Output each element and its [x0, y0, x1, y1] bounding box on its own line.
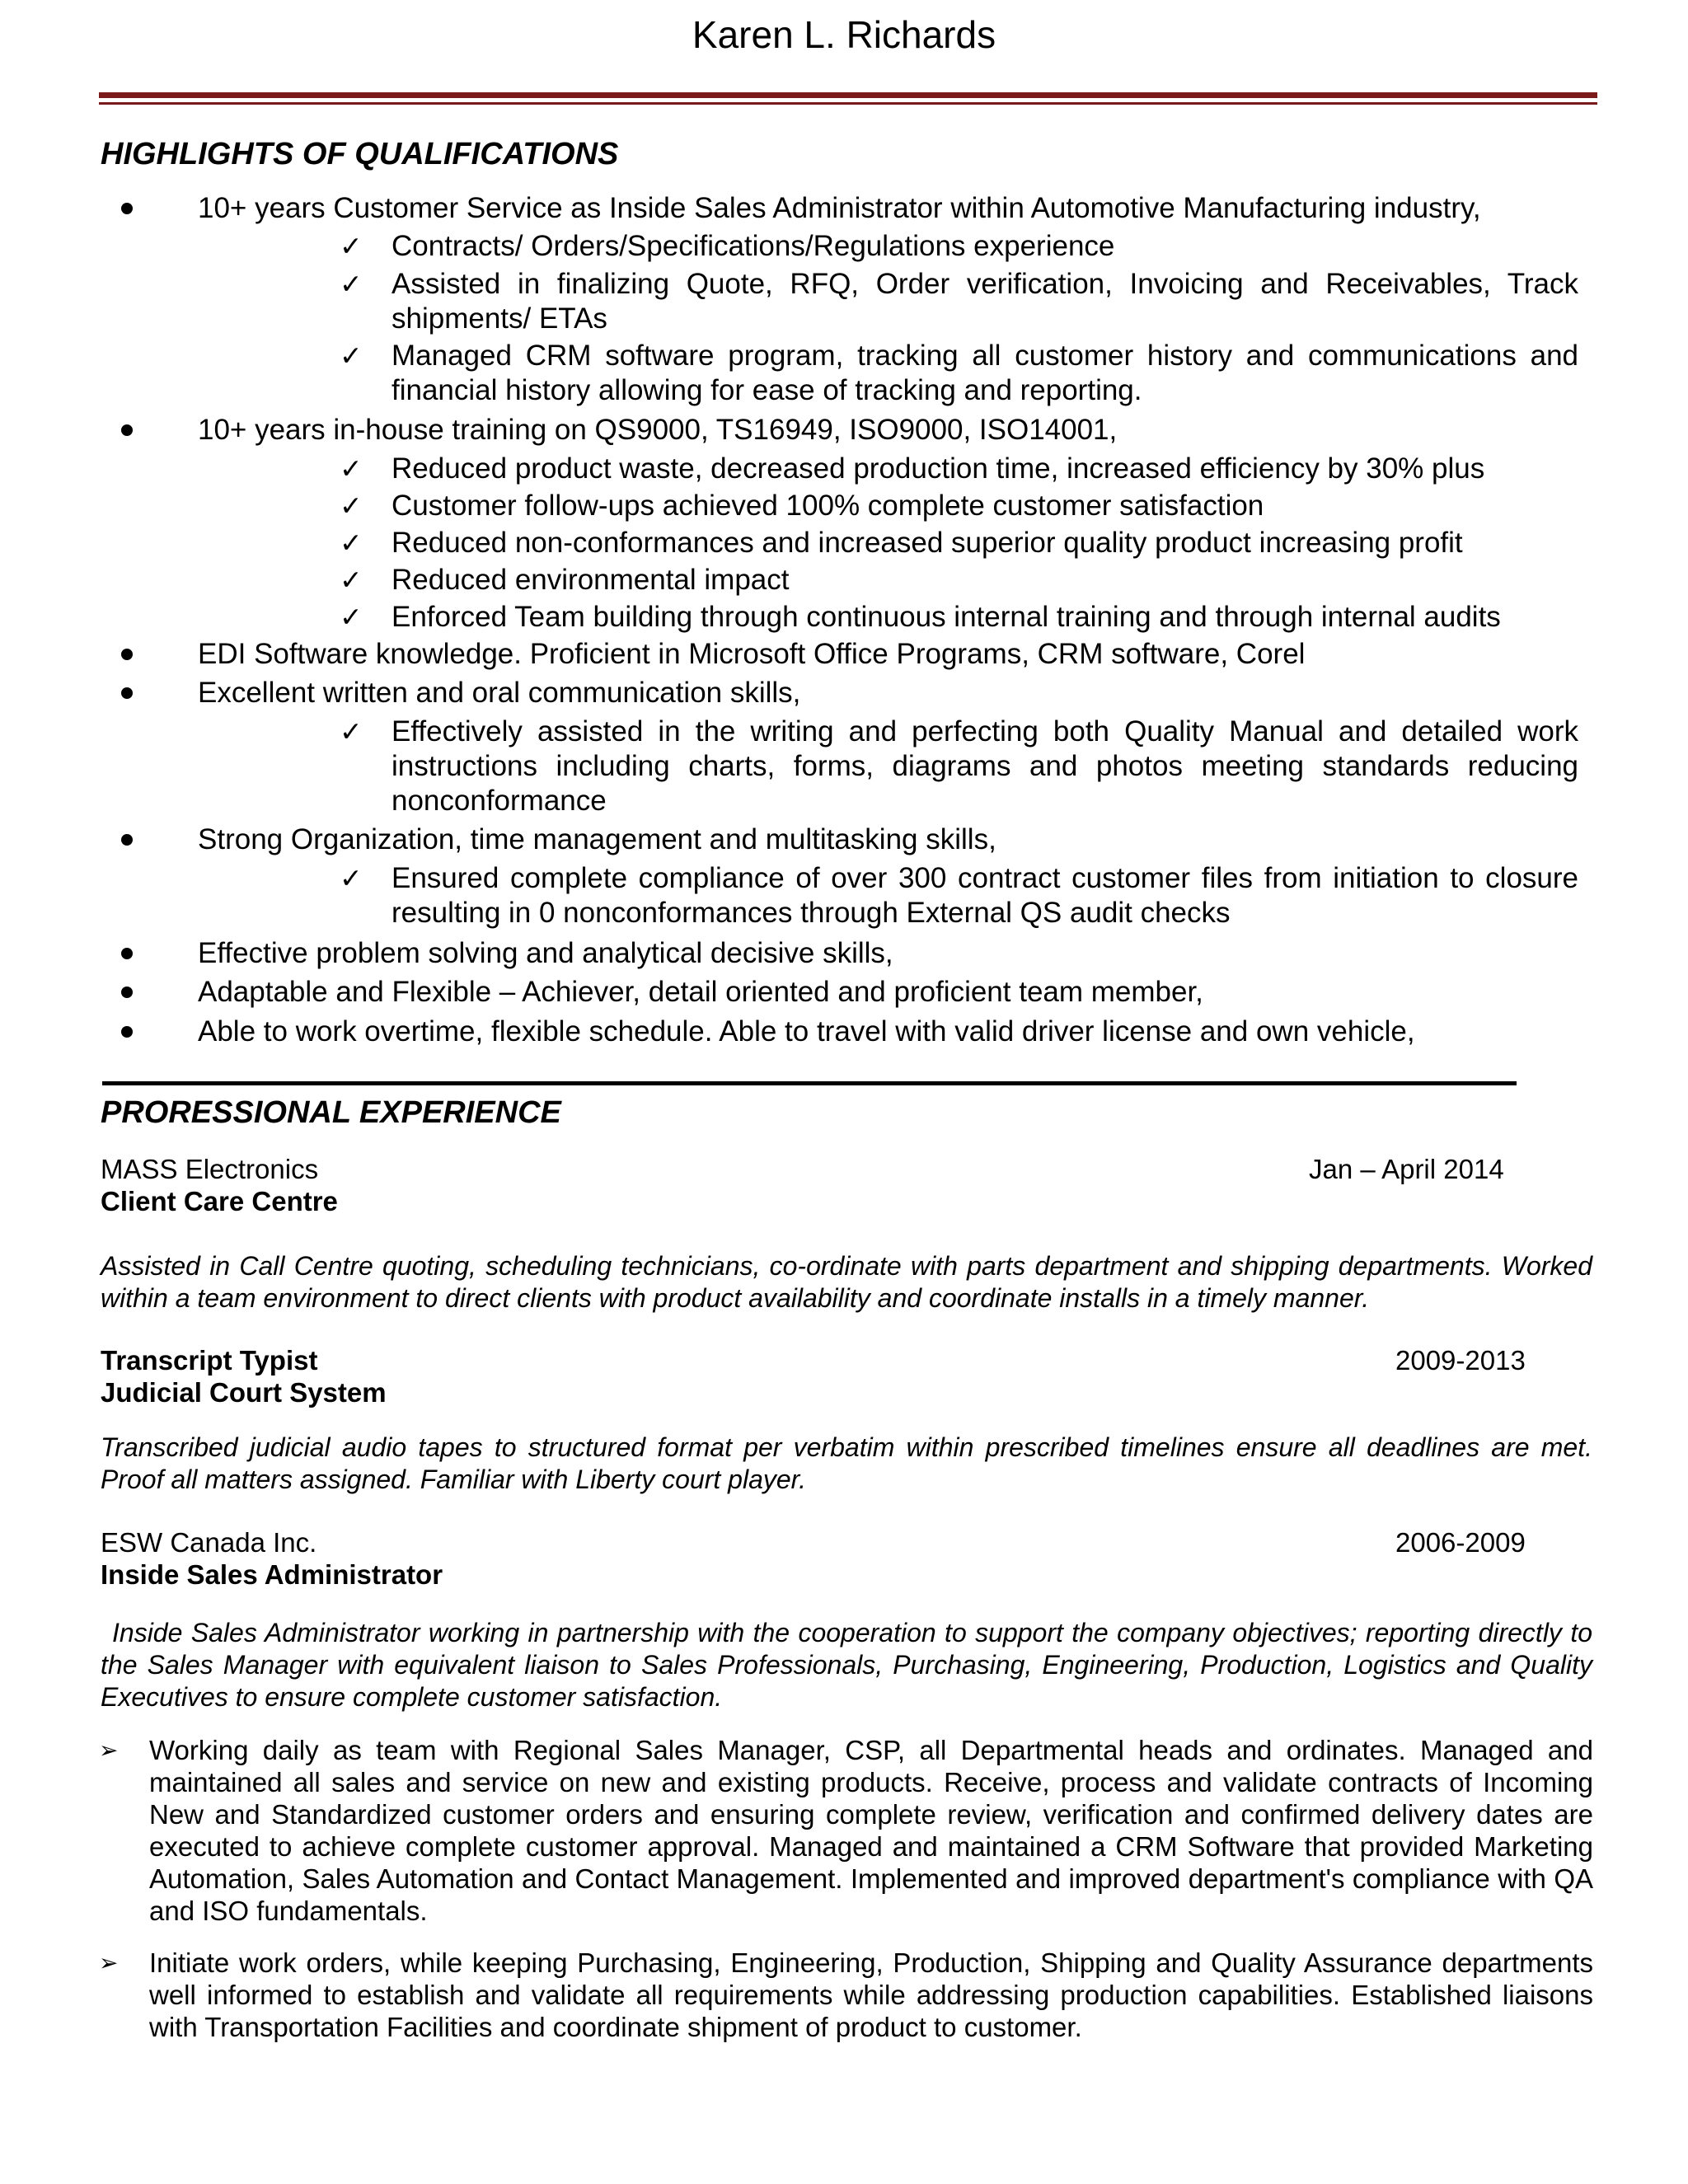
candidate-name: Karen L. Richards: [692, 13, 996, 56]
checkmark-icon: ✓: [340, 601, 363, 633]
section-divider: [102, 1081, 1517, 1085]
highlight-item: 10+ years Customer Service as Inside Sales Administrator within Automotive Manufacturing industry,: [198, 192, 1481, 224]
bullet-icon: [121, 687, 133, 699]
checkmark-icon: ✓: [340, 268, 363, 300]
highlight-subitem: Reduced product waste, decreased production time, increased efficiency by 30% plus: [392, 452, 1485, 485]
job-dates: 2009-2013: [1395, 1345, 1526, 1376]
job-dates: Jan – April 2014: [1309, 1154, 1504, 1184]
arrow-bullet-icon: ➢: [99, 1949, 119, 1976]
checkmark-icon: ✓: [340, 862, 363, 894]
job-responsibility: Initiate work orders, while keeping Purchasing, Engineering, Production, Shipping and Quality Assurance departments well informed to establish and validate all requirements while addressing production capabilities. Established liaisons with Transportation Facilities and coordinate shipment of product to customer.: [149, 1947, 1593, 2042]
job-role: Inside Sales Administrator: [101, 1559, 443, 1590]
highlight-subitem: Contracts/ Orders/Specifications/Regulations experience: [392, 230, 1115, 262]
highlight-subitem: Reduced non-conformances and increased superior quality product increasing profit: [392, 527, 1463, 559]
header-rule-thin: [99, 102, 1597, 105]
bullet-icon: [121, 424, 133, 436]
checkmark-icon: ✓: [340, 564, 363, 596]
highlight-subitem: Managed CRM software program, tracking all customer history and communications and financial history allowing for ease of tracking and reporting.: [392, 340, 1578, 406]
highlight-item: 10+ years in-house training on QS9000, TS16949, ISO9000, ISO14001,: [198, 414, 1118, 446]
highlight-item: Excellent written and oral communication skills,: [198, 677, 801, 709]
header-rule-thick: [99, 92, 1597, 98]
job-company: MASS Electronics: [101, 1154, 319, 1184]
checkmark-icon: ✓: [340, 715, 363, 748]
highlight-item: Strong Organization, time management and multitasking skills,: [198, 823, 996, 855]
job-description: Inside Sales Administrator working in partnership with the cooperation to support the company objectives; reporting directly to the Sales Manager with equivalent liaison to Sales Professionals, Purchasing, Engineering, Production, Logistics and Quality Executives to ensure complete customer satisfaction.: [101, 1618, 1592, 1712]
highlight-item: EDI Software knowledge. Proficient in Microsoft Office Programs, CRM software, Corel: [198, 638, 1306, 670]
highlight-item: Adaptable and Flexible – Achiever, detail oriented and proficient team member,: [198, 976, 1203, 1008]
highlight-subitem: Effectively assisted in the writing and perfecting both Quality Manual and detailed work instructions including charts, forms, diagrams and photos meeting standards reducing nonconformance: [392, 715, 1578, 817]
job-company: Transcript Typist: [101, 1345, 318, 1376]
highlight-subitem: Enforced Team building through continuous internal training and through internal audits: [392, 601, 1501, 633]
experience-heading: PRORESSIONAL EXPERIENCE: [101, 1095, 561, 1130]
job-role: Client Care Centre: [101, 1186, 338, 1216]
bullet-icon: [121, 203, 133, 214]
job-description: Assisted in Call Centre quoting, scheduling technicians, co-ordinate with parts department and shipping departments. Worked within a team environment to direct clients with product availability and coordinate installs in a timely manner.: [101, 1251, 1592, 1313]
highlight-subitem: Reduced environmental impact: [392, 564, 790, 596]
checkmark-icon: ✓: [340, 490, 363, 522]
job-description: Transcribed judicial audio tapes to structured format per verbatim within prescribed timelines ensure all deadlines are met. Proof all matters assigned. Familiar with Liberty court player.: [101, 1432, 1592, 1494]
checkmark-icon: ✓: [340, 452, 363, 485]
job-responsibility: Working daily as team with Regional Sales Manager, CSP, all Departmental heads and ordinates. Managed and maintained all sales and service on new and existing products. Receive, process and validate contracts of Incoming New and Standardized customer orders and ensuring complete review, verification and confirmed delivery dates are executed to achieve complete customer approval. Managed and maintained a CRM Software that provided Marketing Automation, Sales Automation and Contact Management. Implemented and improved department's compliance with QA and ISO fundamentals.: [149, 1735, 1593, 1926]
bullet-icon: [121, 834, 133, 846]
highlight-subitem: Customer follow-ups achieved 100% complete customer satisfaction: [392, 490, 1264, 522]
highlight-subitem: Ensured complete compliance of over 300 contract customer files from initiation to closure resulting in 0 nonconformances through External QS audit checks: [392, 862, 1578, 929]
job-dates: 2006-2009: [1395, 1527, 1526, 1558]
bullet-icon: [121, 948, 133, 959]
bullet-icon: [121, 1026, 133, 1038]
job-role: Judicial Court System: [101, 1377, 387, 1408]
bullet-icon: [121, 649, 133, 660]
highlight-item: Effective problem solving and analytical decisive skills,: [198, 937, 893, 969]
checkmark-icon: ✓: [340, 230, 363, 262]
job-company: ESW Canada Inc.: [101, 1527, 317, 1558]
highlight-subitem: Assisted in finalizing Quote, RFQ, Order verification, Invoicing and Receivables, Track shipments/ ETAs: [392, 268, 1578, 335]
highlights-heading: HIGHLIGHTS OF QUALIFICATIONS: [101, 137, 619, 171]
checkmark-icon: ✓: [340, 340, 363, 372]
checkmark-icon: ✓: [340, 527, 363, 559]
bullet-icon: [121, 987, 133, 998]
arrow-bullet-icon: ➢: [99, 1736, 119, 1764]
highlight-item: Able to work overtime, flexible schedule. Able to travel with valid driver license and own vehicle,: [198, 1015, 1415, 1047]
